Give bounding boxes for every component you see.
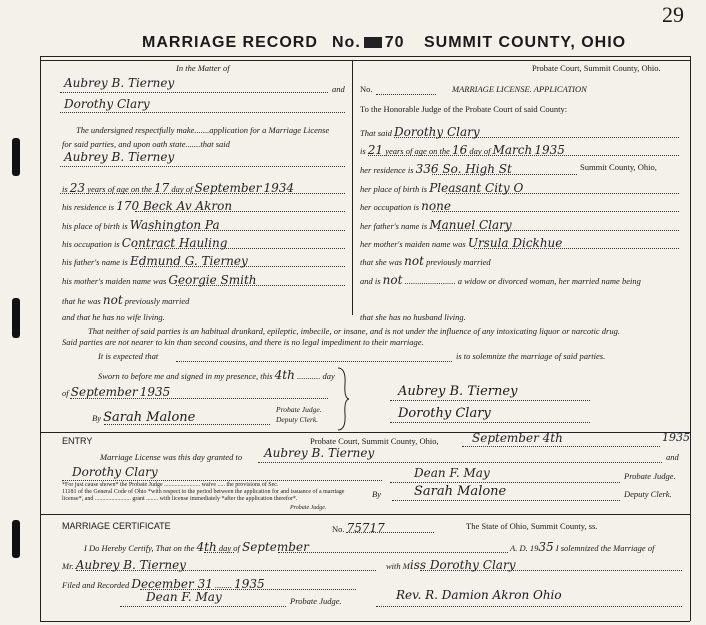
certify-line: I Do Hereby Certify, That on the 4th day of September [84, 540, 309, 554]
county-heading: SUMMIT COUNTY, OHIO [424, 34, 627, 51]
statement-para-2: Said parties are not nearer to kin than second cousins, and there is no legal impediment to their marriage. [62, 337, 424, 347]
groom-no-wife: and that he has no wife living. [62, 312, 165, 322]
sworn-date: of September 1935 [62, 385, 171, 399]
bride-mother: her mother's maiden name was Ursula Dickhue [360, 236, 563, 250]
groom-previously-married: that he was not previously married [62, 293, 190, 307]
waiver-line-3: license*, and ........................ grant ........ with license immediately *after the application therefor*. [62, 496, 298, 502]
page-number: 29 [662, 2, 684, 27]
groom-residence: his residence is 170 Beck Av Akron [62, 199, 233, 213]
and-label: and [332, 84, 345, 94]
sworn-line: Sworn to before me and signed in my presence, this 4th ........... day [98, 368, 335, 382]
waiver-line-2: 11181 of the General Code of Ohio *with respect to the period between the application for and issuance of a marriage [62, 489, 345, 495]
record-number: No. 70 [332, 34, 405, 51]
signature-brace [336, 366, 350, 432]
filed-judge: Dean F. May [146, 590, 222, 604]
bride-widow-line: and is not ........................ a widow or divorced woman, her married name being [360, 273, 641, 287]
bride-birthplace: her place of birth is Pleasant City O [360, 181, 524, 195]
record-title: MARRIAGE RECORD [142, 34, 318, 51]
waiver-line-1: *For just cause shown* the Probate Judge ........................ waive ..... the provisions of Sec. [62, 482, 279, 488]
expected-label: It is expected that [98, 351, 159, 361]
groom-name-2: Aubrey B. Tierney [64, 150, 175, 164]
groom-birthplace: his place of birth is Washington Pa [62, 218, 220, 232]
sworn-clerk: By Sarah Malone [92, 410, 196, 425]
waiver-probate-judge: Probate Judge. [290, 505, 327, 511]
entry-clerk-signature: Sarah Malone [414, 484, 507, 499]
bride-age-line: is 21 years of age on the 16 day of March 1935 [360, 143, 565, 157]
groom-mother: his mother's maiden name was Georgie Smith [62, 273, 257, 287]
solemnize-label: is to solemnize the marriage of said parties. [456, 351, 606, 361]
in-matter-label: In the Matter of [176, 63, 230, 73]
certificate-number: No. 75717 [332, 521, 385, 535]
granted-groom: Aubrey B. Tierney [264, 446, 375, 460]
entry-date: September 4th [472, 431, 563, 445]
groom-age-line: is 23 years of age on the 17 day of September 1934 [62, 181, 295, 195]
certificate-groom: Mr. Aubrey B. Tierney [62, 558, 186, 572]
entry-court: Probate Court, Summit County, Ohio, [310, 436, 439, 446]
entry-deputy-clerk-label: Deputy Clerk. [624, 489, 672, 499]
to-judge-line: To the Honorable Judge of the Probate Court of said County: [360, 104, 568, 114]
certify-year: A. D. 1935 I solemnized the Marriage of [510, 540, 655, 554]
officiant-signature: Rev. R. Damion Akron Ohio [396, 588, 562, 602]
bride-name-line: That said Dorothy Clary [360, 125, 480, 139]
binder-hole [12, 138, 20, 176]
certificate-bride: with Miss Dorothy Clary [386, 558, 516, 572]
bride-residence: her residence is 336 So. High St [360, 162, 512, 176]
probate-court-label: Probate Court, Summit County, Ohio. [532, 63, 661, 73]
groom-occupation: his occupation is Contract Hauling [62, 236, 228, 250]
app-no-label: No. [360, 84, 373, 94]
granted-label: Marriage License was this day granted to [100, 452, 243, 462]
entry-probate-judge-label: Probate Judge. [624, 471, 676, 481]
intro-line-1: The undersigned respectfully make.......application for a Marriage License [76, 125, 330, 135]
certificate-heading: MARRIAGE CERTIFICATE [62, 521, 171, 531]
entry-heading: ENTRY [62, 436, 93, 446]
granted-bride: Dorothy Clary [72, 465, 158, 479]
groom-signature: Aubrey B. Tierney [398, 384, 518, 399]
bride-previously-married: that she was not previously married [360, 254, 491, 268]
certificate-state: The State of Ohio, Summit County, ss. [466, 521, 598, 531]
intro-line-2: for said parties, and upon oath state.......that said [62, 139, 230, 149]
entry-by: By [372, 489, 381, 499]
residence-county: Summit County, Ohio, [580, 162, 657, 172]
entry-year: 1935 [662, 431, 690, 444]
bride-occupation: her occupation is none [360, 199, 451, 213]
statement-para-1: That neither of said parties is an habitual drunkard, epileptic, imbecile, or insane, and is not under the influence of any intoxicating liquor or narcotic drug. [88, 326, 620, 336]
binder-hole [12, 520, 20, 558]
groom-father: his father's name is Edmund G. Tierney [62, 254, 248, 268]
groom-name: Aubrey B. Tierney [64, 76, 175, 90]
application-title: MARRIAGE LICENSE. APPLICATION [452, 84, 587, 94]
bride-name: Dorothy Clary [64, 97, 150, 111]
filed-probate-judge-label: Probate Judge. [290, 596, 342, 606]
probate-judge-label: Probate Judge. [276, 405, 322, 414]
filed-line: Filed and Recorded December 31 ........ 1935 [62, 577, 265, 591]
bride-signature: Dorothy Clary [398, 406, 491, 421]
binder-hole [12, 298, 20, 338]
entry-judge: Dean F. May [414, 466, 490, 480]
bride-no-husband: that she has no husband living. [360, 312, 466, 322]
deputy-clerk-label: Deputy Clerk. [276, 415, 319, 424]
bride-father: her father's name is Manuel Clary [360, 218, 512, 232]
granted-and: and [666, 452, 679, 462]
